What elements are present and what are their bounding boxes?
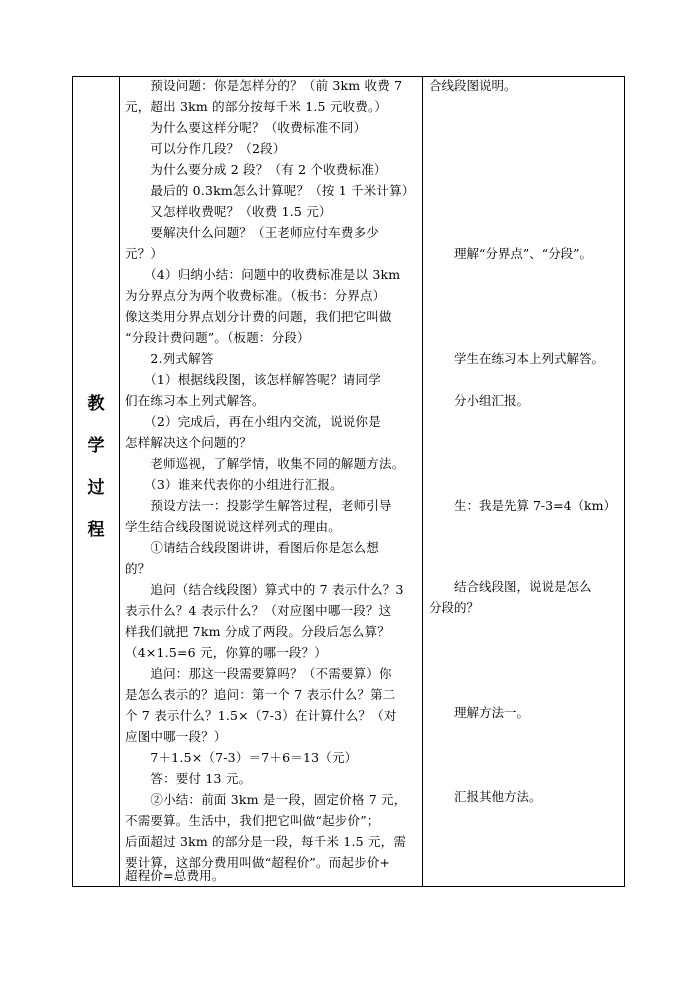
process-line: 像这类用分界点划分计费的问题，我们把它叫做 (125, 309, 392, 324)
process-line: 追问：那这一段需要算吗？（不需要算）你 (125, 666, 392, 681)
student-line: 生：我是先算 7-3=4（km） (429, 498, 616, 513)
process-line: 追问（结合线段图）算式中的 7 表示什么？3 (125, 582, 404, 597)
process-line: ②小结：前面 3km 是一段，固定价格 7 元， (125, 792, 407, 807)
section-label-char: 学 (87, 436, 105, 456)
column-divider (119, 77, 120, 886)
process-line: 又怎样收费呢？（收费 1.5 元） (125, 204, 332, 219)
column-divider (422, 77, 423, 886)
process-line: （1）根据线段图，该怎样解答呢？请同学 (125, 372, 381, 387)
process-line: 7＋1.5×（7-3）＝7＋6＝13（元） (125, 750, 358, 765)
process-line: 是怎么表示的？追问：第一个 7 表示什么？第二 (125, 687, 396, 702)
student-line: 分小组汇报。 (429, 393, 530, 408)
process-line: 老师巡视，了解学情，收集不同的解题方法。 (125, 456, 405, 471)
process-line: ①请结合线段图讲讲，看图后你是怎么想 (125, 540, 380, 555)
process-line: （3）谁来代表你的小组进行汇报。 (125, 477, 343, 492)
student-line: 合线段图说明。 (429, 78, 517, 93)
student-line: 分段的？ (429, 600, 480, 615)
process-line: 要解决什么问题？（王老师应付车费多少 (125, 225, 380, 240)
process-line: 元？） (125, 246, 164, 261)
process-line: 后面超过 3km 的部分是一段，每千米 1.5 元，需 (125, 834, 407, 849)
process-line: 为什么要分成 2 段？（有 2 个收费标准） (125, 162, 387, 177)
process-line: 怎样解决这个问题的？ (125, 435, 253, 450)
section-label-char: 程 (87, 520, 105, 540)
student-line: 理解“分界点”、“分段”。 (429, 246, 593, 261)
process-line: （2）完成后，再在小组内交流，说说你是 (125, 414, 381, 429)
student-line: 结合线段图，说说是怎么 (429, 579, 592, 594)
process-line: 个 7 表示什么？1.5×（7-3）在计算什么？（对 (125, 708, 397, 723)
student-line: 汇报其他方法。 (429, 789, 542, 804)
student-line: 理解方法一。 (429, 705, 530, 720)
process-line: 预设方法一：投影学生解答过程，老师引导 (125, 498, 392, 513)
process-line: 表示什么？4 表示什么？（对应图中哪一段？这 (125, 603, 392, 618)
process-line: 元，超出 3km 的部分按每千米 1.5 元收费。） (125, 99, 388, 114)
process-line: 可以分作几段？（2段） (125, 141, 286, 156)
process-line: 们在练习本上列式解答。 (125, 393, 265, 408)
process-line: 的？ (125, 561, 151, 576)
process-line: 最后的 0.3km怎么计算呢？（按 1 千米计算） (125, 183, 415, 198)
process-line: 2.列式解答 (125, 351, 214, 366)
process-line: 超程价=总费用。 (125, 868, 225, 883)
process-line: （4）归纳小结：问题中的收费标准是以 3km (125, 267, 401, 282)
section-label-column (73, 77, 119, 886)
process-line: 预设问题：你是怎样分的？（前 3km 收费 7 (125, 78, 403, 93)
process-line: 应图中哪一段？） (125, 729, 227, 744)
process-line: （4×1.5=6 元，你算的哪一段？） (125, 645, 328, 660)
process-line: 样我们就把 7km 分成了两段。分段后怎么算？ (125, 624, 390, 639)
process-line: 学生结合线段图说说这样列式的理由。 (125, 519, 341, 534)
process-line: 不需要算。生活中，我们把它叫做“起步价”； (125, 813, 380, 828)
lesson-table (72, 76, 625, 887)
process-line: 答：要付 13 元。 (125, 771, 252, 786)
process-line: “分段计费问题”。（板题：分段） (125, 330, 310, 345)
process-line: 为分界点分为两个收费标准。（板书：分界点） (125, 288, 386, 303)
process-line: 为什么要这样分呢？（收费标准不同） (125, 120, 367, 135)
section-label-char: 教 (87, 394, 105, 414)
student-line: 学生在练习本上列式解答。 (429, 351, 605, 366)
process-line: 要计算，这部分费用叫做“超程价”。而起步价+ (125, 855, 391, 870)
section-label-char: 过 (87, 478, 105, 498)
